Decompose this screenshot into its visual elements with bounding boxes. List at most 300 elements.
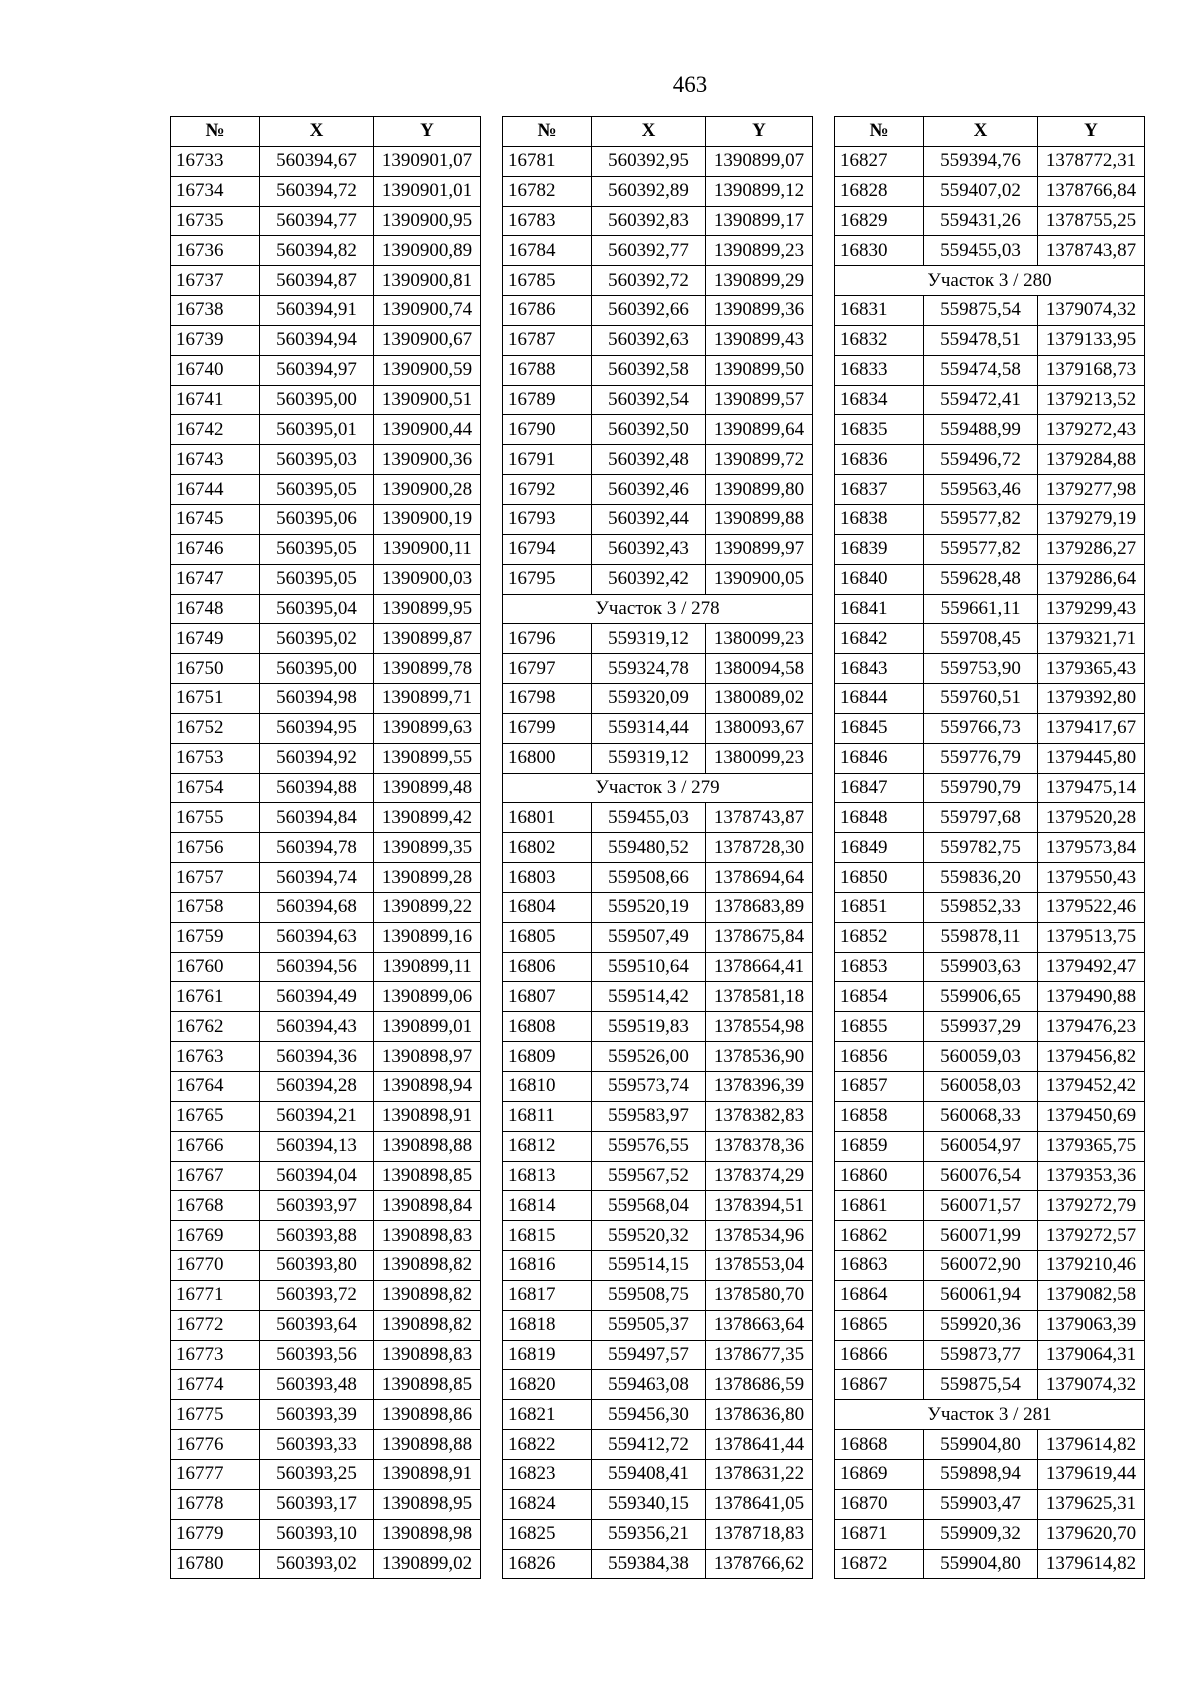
point-number: 16826: [503, 1549, 592, 1579]
table-row: [503, 654, 813, 684]
table-row: [171, 1101, 481, 1131]
point-number: 16758: [171, 892, 260, 922]
table-row: [171, 475, 481, 505]
y-coordinate: 1390899,11: [374, 952, 481, 982]
point-number: 16799: [503, 713, 592, 743]
point-number: 16834: [835, 385, 924, 415]
y-coordinate: 1379513,75: [1038, 922, 1145, 952]
point-number: 16837: [835, 475, 924, 505]
point-number: 16791: [503, 445, 592, 475]
point-number: 16750: [171, 654, 260, 684]
x-coordinate: 559314,44: [592, 713, 706, 743]
table-row: [503, 684, 813, 714]
x-coordinate: 559520,19: [592, 892, 706, 922]
x-coordinate: 559852,33: [924, 892, 1038, 922]
table-row: [171, 1519, 481, 1549]
point-number: 16744: [171, 475, 260, 505]
table-row: [835, 206, 1145, 236]
table-row: [503, 564, 813, 594]
y-coordinate: 1378382,83: [706, 1101, 813, 1131]
point-number: 16747: [171, 564, 260, 594]
section-title: Участок 3 / 279: [503, 773, 813, 803]
y-coordinate: 1390900,36: [374, 445, 481, 475]
x-coordinate: 559507,49: [592, 922, 706, 952]
x-coordinate: 560394,72: [260, 176, 374, 206]
x-coordinate: 560392,72: [592, 266, 706, 296]
table-row: [835, 624, 1145, 654]
point-number: 16790: [503, 415, 592, 445]
y-coordinate: 1379456,82: [1038, 1042, 1145, 1072]
table-row: [171, 863, 481, 893]
y-coordinate: 1379272,43: [1038, 415, 1145, 445]
table-row: [835, 1101, 1145, 1131]
x-coordinate: 559573,74: [592, 1072, 706, 1102]
y-coordinate: 1378728,30: [706, 833, 813, 863]
point-number: 16851: [835, 892, 924, 922]
x-coordinate: 559797,68: [924, 803, 1038, 833]
table-row: [171, 1042, 481, 1072]
point-number: 16820: [503, 1370, 592, 1400]
y-coordinate: 1379064,31: [1038, 1340, 1145, 1370]
x-coordinate: 560395,02: [260, 624, 374, 654]
table-row: [171, 982, 481, 1012]
table-row: [171, 684, 481, 714]
x-coordinate: 559790,79: [924, 773, 1038, 803]
y-coordinate: 1379272,79: [1038, 1191, 1145, 1221]
point-number: 16743: [171, 445, 260, 475]
x-coordinate: 559407,02: [924, 176, 1038, 206]
point-number: 16844: [835, 684, 924, 714]
header-number: №: [503, 117, 592, 147]
point-number: 16769: [171, 1221, 260, 1251]
point-number: 16865: [835, 1310, 924, 1340]
table-row: [835, 654, 1145, 684]
point-number: 16858: [835, 1101, 924, 1131]
table-row: [503, 1221, 813, 1251]
x-coordinate: 559898,94: [924, 1459, 1038, 1489]
point-number: 16768: [171, 1191, 260, 1221]
point-number: 16762: [171, 1012, 260, 1042]
x-coordinate: 560393,64: [260, 1310, 374, 1340]
y-coordinate: 1390900,44: [374, 415, 481, 445]
table-row: [835, 803, 1145, 833]
y-coordinate: 1380099,23: [706, 743, 813, 773]
y-coordinate: 1379168,73: [1038, 355, 1145, 385]
table-row: [835, 684, 1145, 714]
table-row: [835, 445, 1145, 475]
point-number: 16766: [171, 1131, 260, 1161]
table-row: [835, 1072, 1145, 1102]
table-row: [503, 1400, 813, 1430]
y-coordinate: 1379074,32: [1038, 1370, 1145, 1400]
table-row: [835, 713, 1145, 743]
table-row: [503, 1459, 813, 1489]
x-coordinate: 559568,04: [592, 1191, 706, 1221]
point-number: 16801: [503, 803, 592, 833]
x-coordinate: 560394,88: [260, 773, 374, 803]
table-row: [835, 1519, 1145, 1549]
y-coordinate: 1390900,05: [706, 564, 813, 594]
y-coordinate: 1390899,23: [706, 236, 813, 266]
point-number: 16733: [171, 146, 260, 176]
x-coordinate: 559510,64: [592, 952, 706, 982]
table-row: [503, 1370, 813, 1400]
point-number: 16740: [171, 355, 260, 385]
y-coordinate: 1378772,31: [1038, 146, 1145, 176]
y-coordinate: 1390898,85: [374, 1370, 481, 1400]
table-row: [171, 564, 481, 594]
x-coordinate: 560392,43: [592, 534, 706, 564]
y-coordinate: 1390898,84: [374, 1191, 481, 1221]
table-row: [503, 325, 813, 355]
x-coordinate: 560395,05: [260, 534, 374, 564]
table-row: [171, 743, 481, 773]
point-number: 16872: [835, 1549, 924, 1579]
y-coordinate: 1379082,58: [1038, 1280, 1145, 1310]
point-number: 16772: [171, 1310, 260, 1340]
y-coordinate: 1379445,80: [1038, 743, 1145, 773]
section-title: Участок 3 / 281: [835, 1400, 1145, 1430]
x-coordinate: 560071,57: [924, 1191, 1038, 1221]
table-row: [171, 713, 481, 743]
x-coordinate: 559753,90: [924, 654, 1038, 684]
point-number: 16757: [171, 863, 260, 893]
x-coordinate: 559563,46: [924, 475, 1038, 505]
y-coordinate: 1378663,64: [706, 1310, 813, 1340]
y-coordinate: 1390899,35: [374, 833, 481, 863]
table-row: [835, 1430, 1145, 1460]
x-coordinate: 559904,80: [924, 1430, 1038, 1460]
point-number: 16809: [503, 1042, 592, 1072]
point-number: 16859: [835, 1131, 924, 1161]
y-coordinate: 1379063,39: [1038, 1310, 1145, 1340]
point-number: 16821: [503, 1400, 592, 1430]
point-number: 16847: [835, 773, 924, 803]
coordinates-table-2: [502, 116, 813, 1579]
table-row: [503, 236, 813, 266]
point-number: 16798: [503, 684, 592, 714]
y-coordinate: 1379490,88: [1038, 982, 1145, 1012]
point-number: 16842: [835, 624, 924, 654]
point-number: 16830: [835, 236, 924, 266]
y-coordinate: 1379353,36: [1038, 1161, 1145, 1191]
table-row: [503, 1072, 813, 1102]
point-number: 16793: [503, 504, 592, 534]
table-row: [835, 325, 1145, 355]
y-coordinate: 1390900,19: [374, 504, 481, 534]
y-coordinate: 1390898,97: [374, 1042, 481, 1072]
y-coordinate: 1390899,07: [706, 146, 813, 176]
point-number: 16810: [503, 1072, 592, 1102]
y-coordinate: 1378677,35: [706, 1340, 813, 1370]
point-number: 16782: [503, 176, 592, 206]
x-coordinate: 559384,38: [592, 1549, 706, 1579]
y-coordinate: 1379365,75: [1038, 1131, 1145, 1161]
point-number: 16756: [171, 833, 260, 863]
x-coordinate: 559455,03: [924, 236, 1038, 266]
x-coordinate: 559920,36: [924, 1310, 1038, 1340]
x-coordinate: 560393,10: [260, 1519, 374, 1549]
table-row: [503, 1519, 813, 1549]
table-row: [835, 1310, 1145, 1340]
y-coordinate: 1390899,17: [706, 206, 813, 236]
y-coordinate: 1378553,04: [706, 1251, 813, 1281]
header-x: X: [592, 117, 706, 147]
y-coordinate: 1390899,88: [706, 504, 813, 534]
x-coordinate: 560395,00: [260, 385, 374, 415]
y-coordinate: 1390900,59: [374, 355, 481, 385]
table-row: [835, 863, 1145, 893]
y-coordinate: 1380093,67: [706, 713, 813, 743]
section-title: Участок 3 / 280: [835, 266, 1145, 296]
point-number: 16770: [171, 1251, 260, 1281]
x-coordinate: 559478,51: [924, 325, 1038, 355]
table-row: [503, 1251, 813, 1281]
table-row: [503, 534, 813, 564]
section-title: Участок 3 / 278: [503, 594, 813, 624]
x-coordinate: 560058,03: [924, 1072, 1038, 1102]
x-coordinate: 560394,67: [260, 146, 374, 176]
x-coordinate: 559394,76: [924, 146, 1038, 176]
y-coordinate: 1379475,14: [1038, 773, 1145, 803]
point-number: 16776: [171, 1430, 260, 1460]
point-number: 16751: [171, 684, 260, 714]
x-coordinate: 560071,99: [924, 1221, 1038, 1251]
table-row: [171, 1221, 481, 1251]
y-coordinate: 1390899,87: [374, 624, 481, 654]
x-coordinate: 560393,17: [260, 1489, 374, 1519]
table-row: [835, 1191, 1145, 1221]
point-number: 16783: [503, 206, 592, 236]
y-coordinate: 1390900,81: [374, 266, 481, 296]
y-coordinate: 1378766,84: [1038, 176, 1145, 206]
point-number: 16824: [503, 1489, 592, 1519]
table-row: [171, 1251, 481, 1281]
y-coordinate: 1390899,80: [706, 475, 813, 505]
x-coordinate: 559937,29: [924, 1012, 1038, 1042]
table-row: [503, 1131, 813, 1161]
point-number: 16765: [171, 1101, 260, 1131]
x-coordinate: 559776,79: [924, 743, 1038, 773]
y-coordinate: 1378580,70: [706, 1280, 813, 1310]
table-row: [171, 1131, 481, 1161]
x-coordinate: 559628,48: [924, 564, 1038, 594]
table-row: [171, 1400, 481, 1430]
point-number: 16796: [503, 624, 592, 654]
x-coordinate: 559708,45: [924, 624, 1038, 654]
y-coordinate: 1379452,42: [1038, 1072, 1145, 1102]
point-number: 16861: [835, 1191, 924, 1221]
point-number: 16760: [171, 952, 260, 982]
table-row: [835, 1012, 1145, 1042]
point-number: 16787: [503, 325, 592, 355]
table-row: [503, 624, 813, 654]
x-coordinate: 560394,84: [260, 803, 374, 833]
point-number: 16737: [171, 266, 260, 296]
x-coordinate: 560392,63: [592, 325, 706, 355]
table-row: [171, 266, 481, 296]
point-number: 16817: [503, 1280, 592, 1310]
table-row: [835, 1221, 1145, 1251]
y-coordinate: 1379625,31: [1038, 1489, 1145, 1519]
table-row: [835, 833, 1145, 863]
point-number: 16857: [835, 1072, 924, 1102]
x-coordinate: 560394,36: [260, 1042, 374, 1072]
point-number: 16779: [171, 1519, 260, 1549]
x-coordinate: 559577,82: [924, 504, 1038, 534]
x-coordinate: 560059,03: [924, 1042, 1038, 1072]
y-coordinate: 1378755,25: [1038, 206, 1145, 236]
x-coordinate: 559766,73: [924, 713, 1038, 743]
y-coordinate: 1390899,06: [374, 982, 481, 1012]
y-coordinate: 1379074,32: [1038, 296, 1145, 326]
table-row: [503, 982, 813, 1012]
y-coordinate: 1378394,51: [706, 1191, 813, 1221]
x-coordinate: 559412,72: [592, 1430, 706, 1460]
point-number: 16735: [171, 206, 260, 236]
x-coordinate: 560392,48: [592, 445, 706, 475]
point-number: 16819: [503, 1340, 592, 1370]
x-coordinate: 559577,82: [924, 534, 1038, 564]
point-number: 16734: [171, 176, 260, 206]
point-number: 16767: [171, 1161, 260, 1191]
table-row: [835, 385, 1145, 415]
point-number: 16853: [835, 952, 924, 982]
x-coordinate: 559903,63: [924, 952, 1038, 982]
x-coordinate: 559340,15: [592, 1489, 706, 1519]
table-row: [503, 892, 813, 922]
x-coordinate: 559875,54: [924, 296, 1038, 326]
point-number: 16860: [835, 1161, 924, 1191]
point-number: 16739: [171, 325, 260, 355]
x-coordinate: 560394,95: [260, 713, 374, 743]
x-coordinate: 559661,11: [924, 594, 1038, 624]
table-row: [503, 1042, 813, 1072]
y-coordinate: 1379392,80: [1038, 684, 1145, 714]
table-row: [503, 206, 813, 236]
point-number: 16812: [503, 1131, 592, 1161]
x-coordinate: 560395,01: [260, 415, 374, 445]
y-coordinate: 1390900,51: [374, 385, 481, 415]
table-row: [171, 803, 481, 833]
y-coordinate: 1390898,98: [374, 1519, 481, 1549]
y-coordinate: 1379619,44: [1038, 1459, 1145, 1489]
x-coordinate: 559505,37: [592, 1310, 706, 1340]
y-coordinate: 1379520,28: [1038, 803, 1145, 833]
point-number: 16742: [171, 415, 260, 445]
table-row: [835, 922, 1145, 952]
table-header-row: [503, 117, 813, 147]
x-coordinate: 559356,21: [592, 1519, 706, 1549]
table-row: [171, 146, 481, 176]
y-coordinate: 1390898,83: [374, 1221, 481, 1251]
table-row: [171, 445, 481, 475]
y-coordinate: 1378378,36: [706, 1131, 813, 1161]
x-coordinate: 560393,97: [260, 1191, 374, 1221]
y-coordinate: 1390901,01: [374, 176, 481, 206]
point-number: 16816: [503, 1251, 592, 1281]
point-number: 16869: [835, 1459, 924, 1489]
x-coordinate: 559567,52: [592, 1161, 706, 1191]
section-row: [503, 594, 813, 624]
x-coordinate: 560072,90: [924, 1251, 1038, 1281]
point-number: 16852: [835, 922, 924, 952]
x-coordinate: 559319,12: [592, 743, 706, 773]
point-number: 16828: [835, 176, 924, 206]
table-row: [503, 1161, 813, 1191]
point-number: 16753: [171, 743, 260, 773]
point-number: 16855: [835, 1012, 924, 1042]
table-row: [503, 833, 813, 863]
y-coordinate: 1379550,43: [1038, 863, 1145, 893]
header-x: X: [924, 117, 1038, 147]
table-header-row: [835, 117, 1145, 147]
point-number: 16849: [835, 833, 924, 863]
y-coordinate: 1390899,48: [374, 773, 481, 803]
point-number: 16850: [835, 863, 924, 893]
point-number: 16797: [503, 654, 592, 684]
y-coordinate: 1379286,27: [1038, 534, 1145, 564]
point-number: 16784: [503, 236, 592, 266]
table-row: [171, 534, 481, 564]
x-coordinate: 559319,12: [592, 624, 706, 654]
y-coordinate: 1390898,83: [374, 1340, 481, 1370]
table-row: [835, 504, 1145, 534]
x-coordinate: 560394,97: [260, 355, 374, 385]
table-row: [503, 952, 813, 982]
point-number: 16867: [835, 1370, 924, 1400]
table-row: [503, 355, 813, 385]
x-coordinate: 559497,57: [592, 1340, 706, 1370]
y-coordinate: 1390899,43: [706, 325, 813, 355]
y-coordinate: 1378766,62: [706, 1549, 813, 1579]
point-number: 16781: [503, 146, 592, 176]
point-number: 16808: [503, 1012, 592, 1042]
y-coordinate: 1378664,41: [706, 952, 813, 982]
x-coordinate: 560394,21: [260, 1101, 374, 1131]
point-number: 16827: [835, 146, 924, 176]
table-row: [171, 1072, 481, 1102]
table-row: [171, 296, 481, 326]
y-coordinate: 1378743,87: [706, 803, 813, 833]
y-coordinate: 1380089,02: [706, 684, 813, 714]
table-row: [835, 982, 1145, 1012]
point-number: 16871: [835, 1519, 924, 1549]
y-coordinate: 1390899,01: [374, 1012, 481, 1042]
y-coordinate: 1379522,46: [1038, 892, 1145, 922]
x-coordinate: 560393,25: [260, 1459, 374, 1489]
x-coordinate: 559320,09: [592, 684, 706, 714]
y-coordinate: 1378631,22: [706, 1459, 813, 1489]
x-coordinate: 560392,42: [592, 564, 706, 594]
x-coordinate: 559324,78: [592, 654, 706, 684]
point-number: 16822: [503, 1430, 592, 1460]
x-coordinate: 560393,02: [260, 1549, 374, 1579]
table-row: [503, 266, 813, 296]
x-coordinate: 560054,97: [924, 1131, 1038, 1161]
table-row: [503, 176, 813, 206]
x-coordinate: 560394,28: [260, 1072, 374, 1102]
point-number: 16752: [171, 713, 260, 743]
table-row: [503, 1489, 813, 1519]
table-row: [835, 1489, 1145, 1519]
y-coordinate: 1378641,44: [706, 1430, 813, 1460]
x-coordinate: 560394,77: [260, 206, 374, 236]
table-row: [835, 475, 1145, 505]
table-row: [503, 1012, 813, 1042]
x-coordinate: 559496,72: [924, 445, 1038, 475]
x-coordinate: 559903,47: [924, 1489, 1038, 1519]
